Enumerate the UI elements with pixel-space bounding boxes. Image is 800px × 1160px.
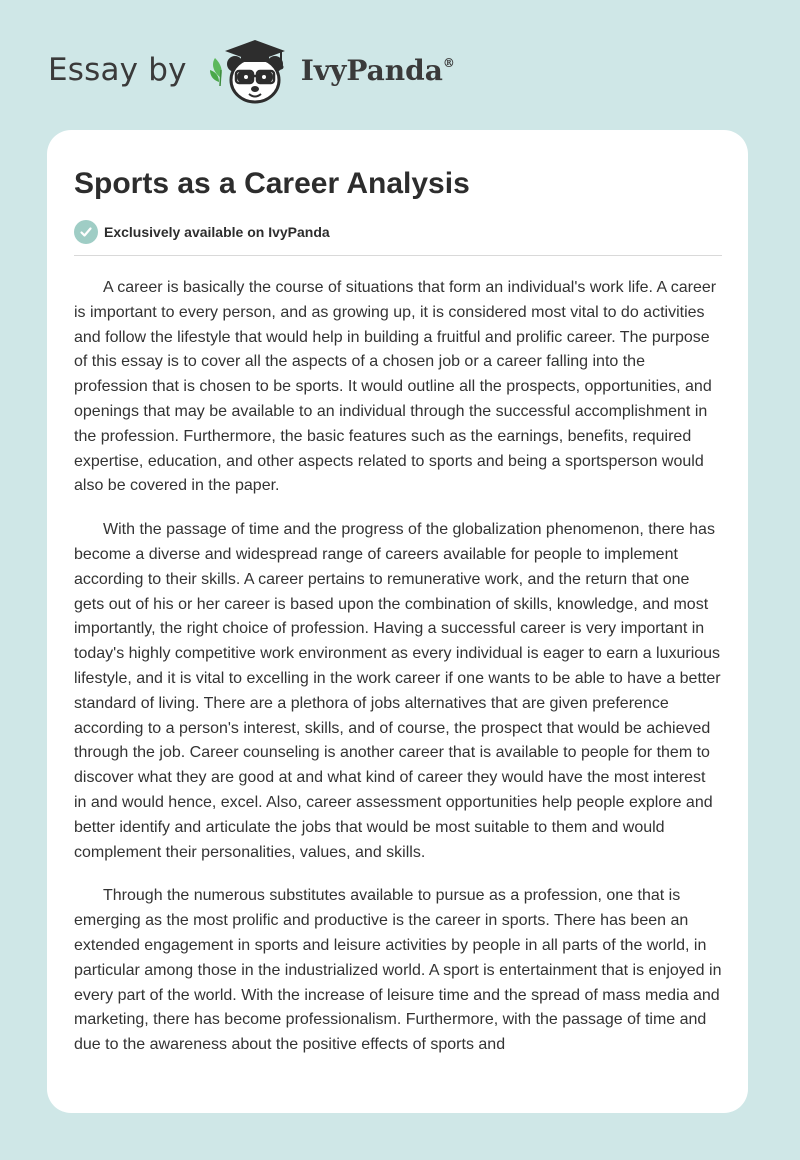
brand-prefix: Essay by [48,52,187,88]
brand-name-text: IvyPanda [300,53,443,87]
essay-paragraph: Through the numerous substitutes available to pursue as a profession, one that is emerging as the most prolific and productive is the career in sports. There has been an extended engagement in sports and leisure activities by people in all parts of the world, in particular among those in the industrialized world. A sport is entertainment that is enjoyed in every part of the world. With the increase of leisure time and the spread of mass media and marketing, there has become professionalism. Furthermore, with the passage of time and due to the awareness about the positive effects of sports and [74,887,722,1054]
site-header [48,34,455,106]
exclusive-badge [74,219,722,245]
panda-logo-icon[interactable] [205,34,293,106]
essay-paragraph: A career is basically the course of situations that form an individual's work life. A career is important to every person, and as growing up, it is considered most vital to do activities and follow the lifestyle that would help in building a fruitful and prolific career. The purpose of this essay is to cover all the aspects of a chosen job or a career falling into the profession that is chosen to be sports. It would outline all the prospects, opportunities, and openings that may be available to an individual through the successful accomplishment in the profession. Furthermore, the basic features such as the earnings, benefits, required expertise, education, and other aspects related to sports and being a sportsperson would also be covered in the paper. [74,279,717,495]
checkmark-icon [74,220,98,244]
essay-title: Sports as a Career Analysis [74,167,470,200]
essay-paragraph: With the passage of time and the progress of the globalization phenomenon, there has become a diverse and widespread range of careers available for people to implement according to their skills. A career pertains to remunerative work, and the return that one gets out of his or her career is based upon the combination of skills, knowledge, and most importantly, the right choice of profession. Having a successful career is very important in today's highly competitive work environment as every individual is eager to earn a luxurious lifestyle, and it is vital to excelling in the work career if one wants to be able to have a better standard of living. There are a plethora of jobs alternatives that are given preference according to a person's interest, skills, and of course, the prospect that would be achieved through the job. Career counseling is another career that is available to people for them to discover what they are good at and what kind of career they would have the most interest in and would hence, excel. Also, career assessment opportunities help people explore and better identify and articulate the jobs that would be most suitable to them and would complement their personalities, values, and skills. [74,521,721,861]
essay-card [47,130,748,1113]
exclusive-label: Exclusively available on IvyPanda [104,224,330,240]
brand-name[interactable] [301,54,455,87]
registered-mark: ® [442,55,455,70]
divider [74,255,722,256]
essay-body [74,276,722,1058]
